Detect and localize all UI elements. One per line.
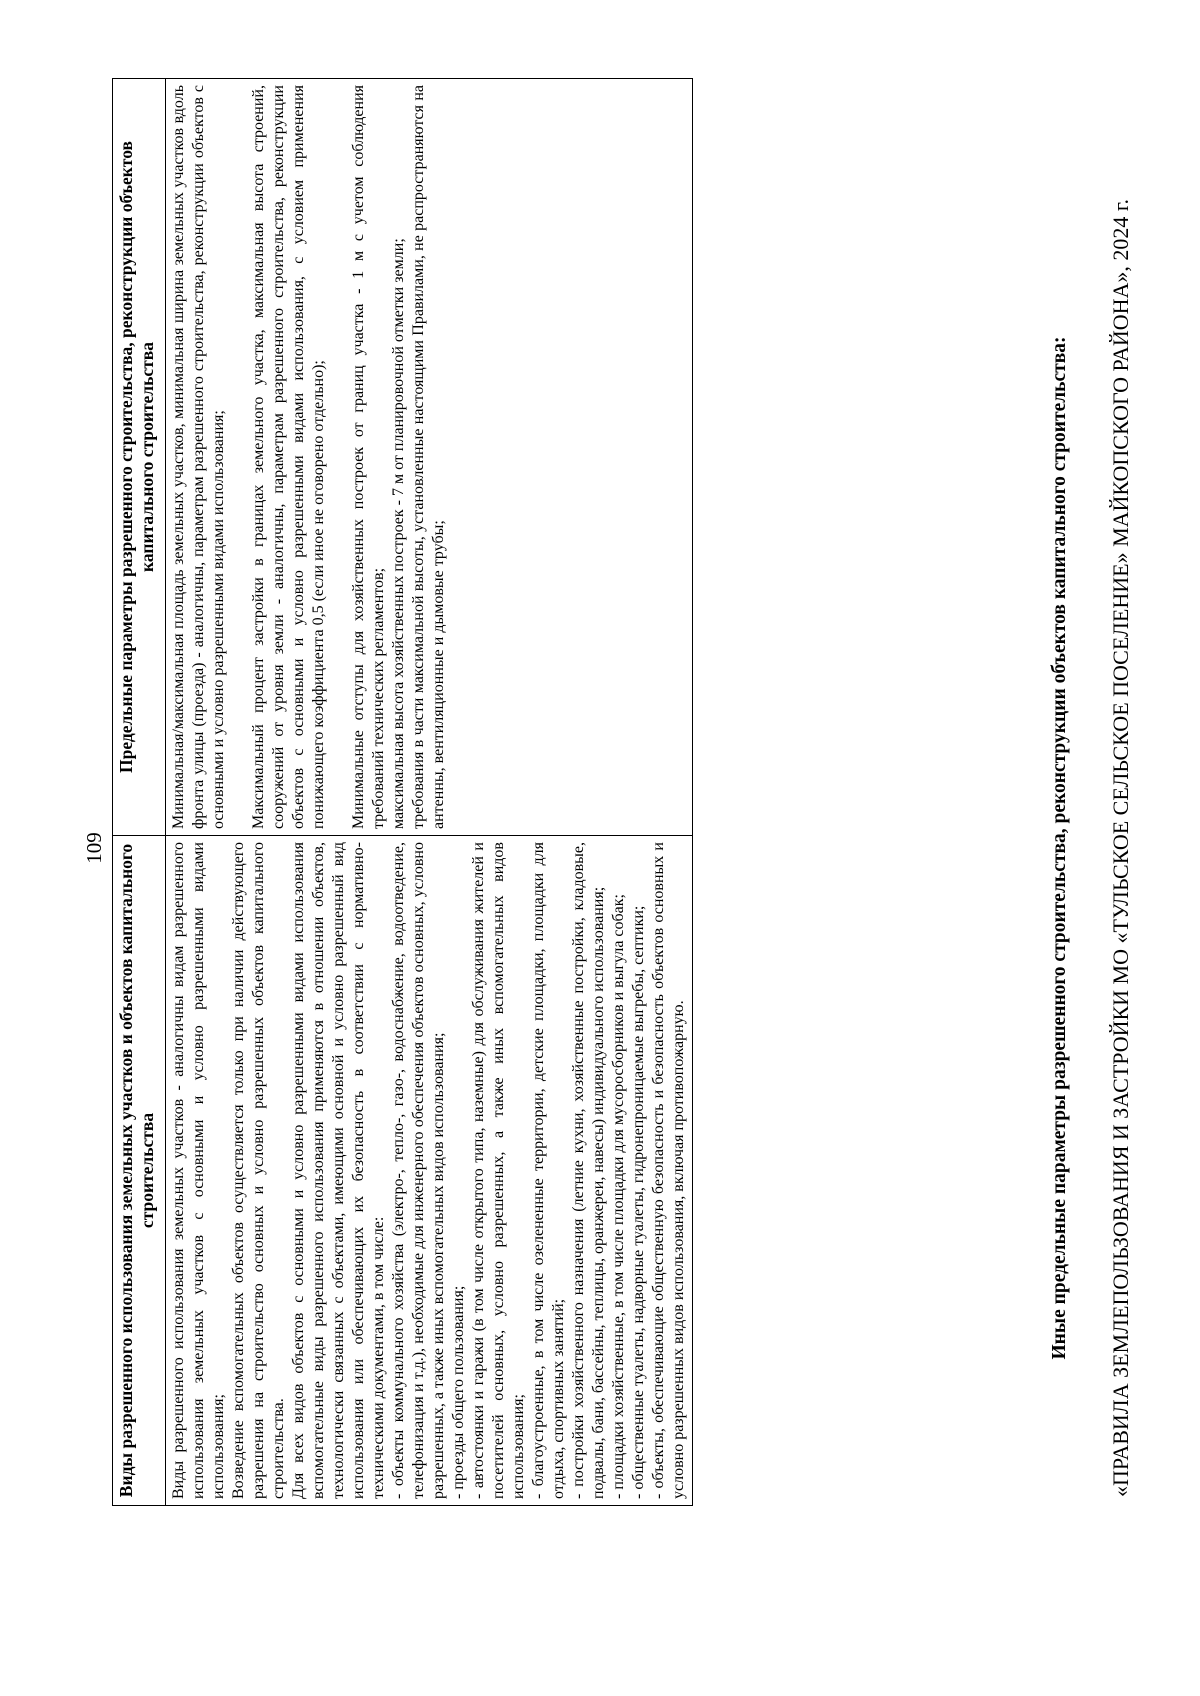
header-limit-params: Предельные параметры разрешенного строительства, реконструкции объектов капитального строительства [113,79,166,836]
right-paragraph: Минимальные отступы для хозяйственных построек от границ участка - 1 м с учетом соблюдения требований технических регламентов; [350,85,387,829]
use-types-cell [166,836,693,1506]
page-number: 109 [82,832,106,864]
paragraph-gap [329,85,349,829]
table-row [166,79,693,1506]
right-paragraph: Минимальная/максимальная площадь земельных участков, минимальная ширина земельных участков вдоль фронта улицы (проезда) - аналогичны, параметрам разрешенного строительства, реконструкции объектов с основными и условно разрешенными видами использования; [170,85,227,829]
left-line: - площадки хозяйственные, в том числе площадки для мусоросборников и выгула собак; [610,894,627,1499]
left-line: - проезды общего пользования; [450,1285,467,1499]
left-line: Виды разрешенного использования земельных участков - аналогичны видам разрешенного использования земельных участков с основными и условно разрешенными видами использования; [170,842,227,1499]
left-line: Возведение вспомогательных объектов осуществляется только при наличии действующего разрешения на строительство основных и условно разрешенных объектов капитального строительства. [230,842,287,1499]
right-paragraph: требования в части максимальной высоты, установленные настоящими Правилами, не распространяются на антенны, вентиляционные и дымовые трубы; [410,85,447,829]
paragraph-gap [229,85,249,829]
left-line: - благоустроенные, в том числе озелененные территории, детские площадки, площадки для отдыха, спортивных занятий; [530,842,567,1499]
limit-params-cell [166,79,693,836]
permitted-use-table [112,78,693,1506]
left-line: - автостоянки и гаражи (в том числе открытого типа, наземные) для обслуживания жителей и посетителей основных, условно разрешенных, а также иных вспомогательных видов использования; [470,842,527,1499]
left-line: - объекты, обеспечивающие общественную безопасность и безопасность объектов основных и условно разрешенных видов использования, включая противопожарную. [650,842,687,1499]
left-line: - объекты коммунального хозяйства (электро-, тепло-, газо-, водоснабжение, водоотведение, телефонизация и т.д.), необходимые для инженерного обеспечения объектов основных, условно разрешенных, а также иных вспомогательных видов использования; [390,842,447,1499]
other-params-heading: Иные предельные параметры разрешенного строительства, реконструкции объектов капитального строительства: [1049,336,1070,1360]
left-line: Для всех видов объектов с основными и условно разрешенными видами использования вспомогательные виды разрешенного использования применяются в отношении объектов, технологически связанных с объектами, имеющими основной и условно разрешенный вид использования или обеспечивающих их безопасность в соответствии с нормативно-техническими документами, в том числе: [290,842,387,1499]
table-header-row [113,79,166,1506]
left-line: - постройки хозяйственного назначения (летние кухни, хозяйственные постройки, кладовые, подвалы, бани, бассейны, теплицы, оранжереи, навесы) индивидуального использования; [570,842,607,1499]
left-line: - общественные туалеты, надворные туалеты, гидронепроницаемые выгребы, септики; [630,905,647,1499]
right-paragraph: Максимальный процент застройки в границах земельного участка, максимальная высота строений, сооружений от уровня земли - аналогичны, параметрам разрешенного строительства, реконструкции объектов с основными и условно разрешенными видами использования, с условием применения понижающего коэффициента 0,5 (если иное не оговорено отдельно); [250,85,327,829]
document-footer-title: «ПРАВИЛА ЗЕМЛЕПОЛЬЗОВАНИЯ И ЗАСТРОЙКИ МО «ТУЛЬСКОЕ СЕЛЬСКОЕ ПОСЕЛЕНИЕ» МАЙКОПСКОГО РАЙОНА», 2024 г. [1108,199,1133,1497]
right-paragraph: максимальная высота хозяйственных построек - 7 м от планировочной отметки земли; [390,238,407,829]
header-use-types: Виды разрешенного использования земельных участков и объектов капитального строительства [113,836,166,1506]
